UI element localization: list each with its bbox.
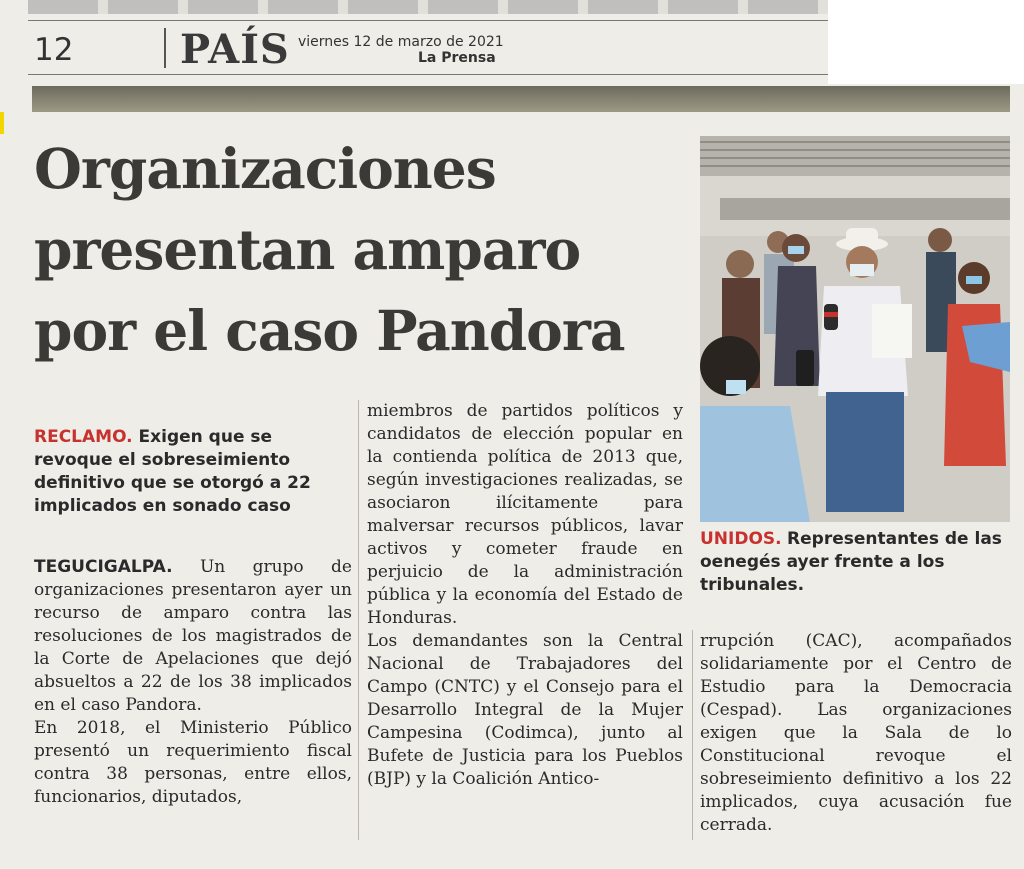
header-top-rule: [28, 20, 828, 21]
summary-text: Exigen que se revoque el sobreseimiento definitivo que se otorgó a 22 implicados en sonado caso: [34, 427, 311, 516]
page-number: 12: [34, 32, 74, 68]
summary-kicker: RECLAMO.: [34, 427, 133, 447]
caption-text: Representantes de las oenegés ayer frente a los tribunales.: [700, 529, 1002, 595]
article-photo: [700, 136, 1010, 522]
article-paragraph: Los demandantes son la Central Nacional de Trabajadores del Campo (CNTC) y el Consejo para el Desarrollo Integral de la Mujer Campesina (Codimca), junto al Bufete de Justicia para los Pueblos (BJP) y la Coalición Antico-: [367, 631, 683, 789]
photo-illustration: [700, 136, 1010, 522]
article-column-1: [34, 556, 352, 809]
headline-line: presentan amparo: [34, 217, 581, 282]
article-paragraph: miembros de partidos políticos y candidatos de elección popular en la contienda política de 2013 que, según investigaciones realizadas, se asociaron ilícitamente para malversar recursos públicos, lavar activos y cometer fraude en perjuicio de la administración pública y la economía del Estado de Honduras.: [367, 401, 683, 628]
previous-page-strip: [28, 0, 828, 14]
publication-name: La Prensa: [418, 50, 496, 66]
article-column-2: [367, 400, 683, 791]
header-bottom-rule: [28, 74, 828, 75]
headline-line: Organizaciones: [34, 136, 496, 201]
section-name: PAÍS: [180, 26, 290, 73]
column-divider: [692, 630, 693, 840]
article-paragraph: rrupción (CAC), acompañados solidariamente por el Centro de Estudio para la Democracia (Cespad). Las organizaciones exigen que la Sala de lo Constitucional revoque el sobreseimiento definitivo a los 22 implicados, cuya acusación fue cerrada.: [700, 631, 1012, 835]
issue-date: viernes 12 de marzo de 2021: [298, 34, 504, 50]
article-headline: [34, 128, 684, 371]
article-paragraph: En 2018, el Ministerio Público presentó un requerimiento fiscal contra 38 personas, entre ellos, funcionarios, diputados,: [34, 718, 352, 807]
headline-line: por el caso Pandora: [34, 298, 625, 363]
article-dateline: TEGUCIGALPA.: [34, 557, 173, 577]
column-divider: [358, 400, 359, 840]
article-column-3: [700, 630, 1012, 837]
yellow-margin-marker: [0, 112, 4, 134]
paragraph-text: Un grupo de organizaciones presentaron ayer un recurso de amparo contra las resoluciones de los magistrados de la Corte de Apelaciones que dejó absueltos a 22 de los 38 implicados en el caso Pandora.: [34, 557, 352, 715]
photo-caption: [700, 528, 1010, 597]
header-divider: [164, 28, 166, 68]
section-color-band: [32, 86, 1010, 112]
article-paragraph: [34, 556, 352, 717]
caption-kicker: UNIDOS.: [700, 529, 782, 549]
article-summary: [34, 426, 352, 518]
scan-blank-corner: [828, 0, 1024, 84]
